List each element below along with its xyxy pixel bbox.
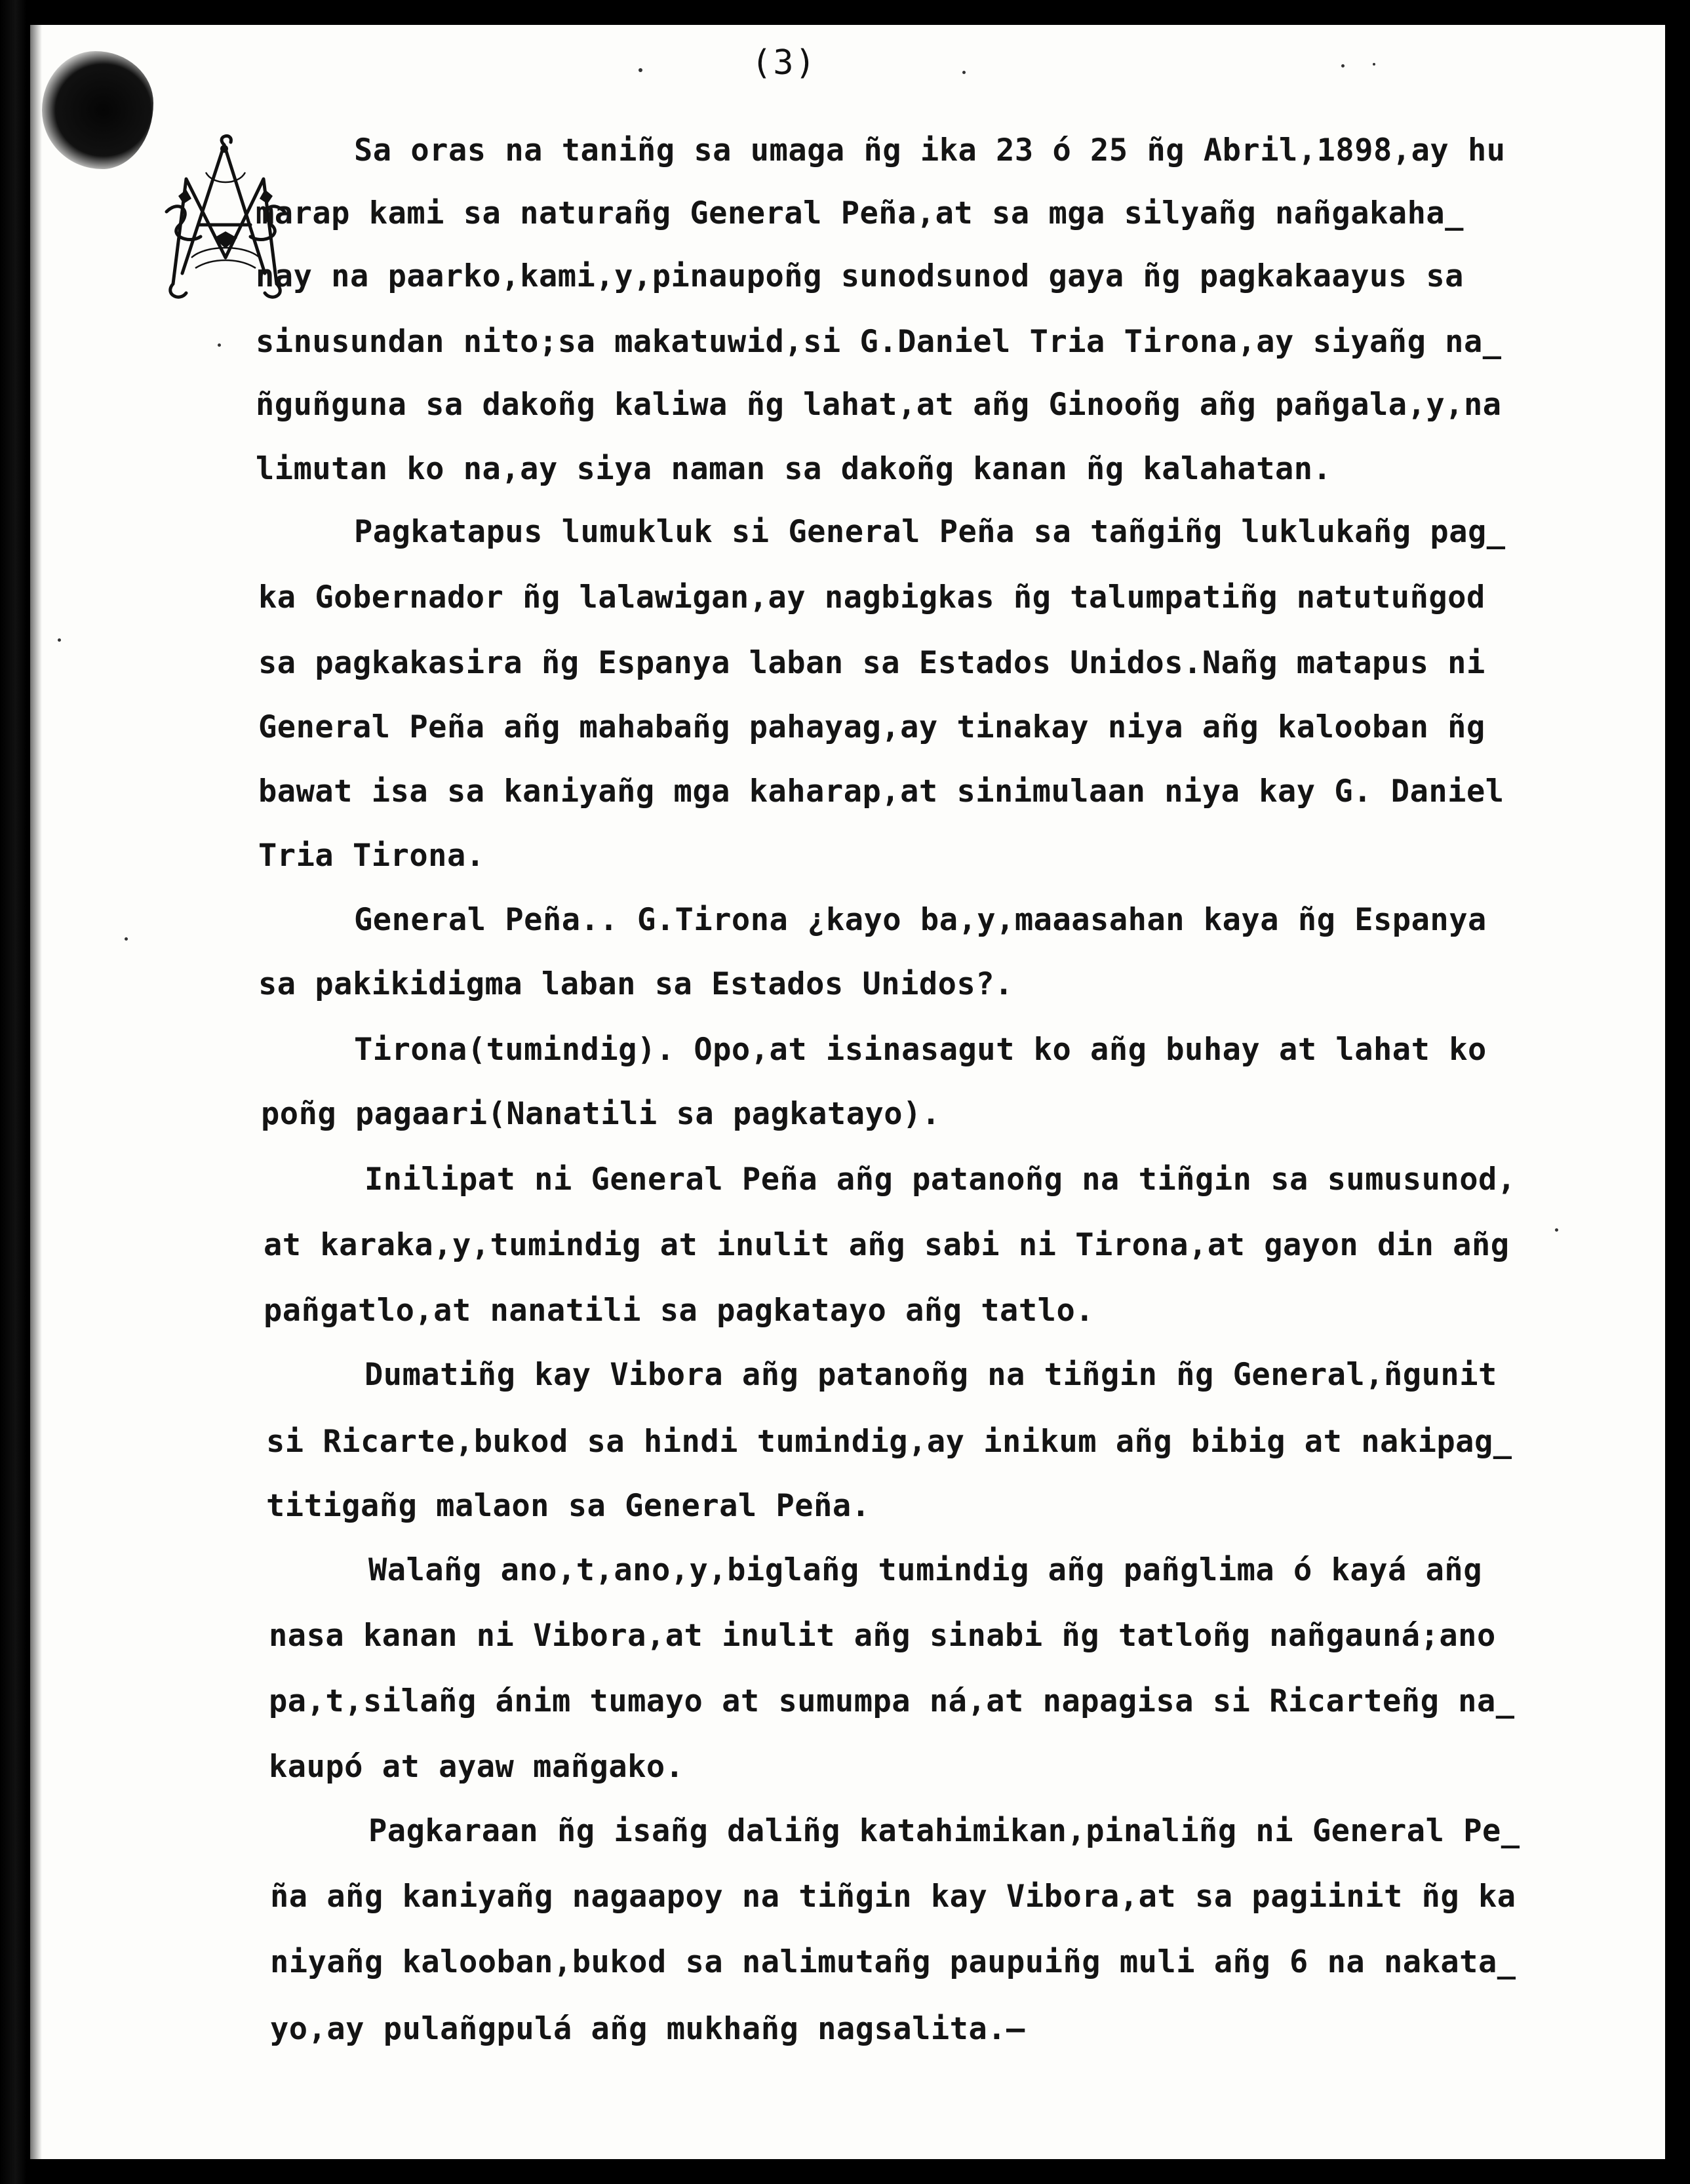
scan-speck — [1341, 64, 1345, 68]
scan-speck — [1555, 1228, 1558, 1232]
text-line: marap kami sa naturañg General Peña,at sa mga silyañg nañgakaha_ — [256, 195, 1464, 231]
text-line: nay na paarko,kami,y,pinaupoñg sunodsunod gaya ñg pagkakaayus sa — [256, 258, 1464, 294]
text-line: kaupó at ayaw mañgako. — [269, 1749, 684, 1785]
text-line: Tirona(tumindig). Opo,at isinasagut ko añg buhay at lahat ko — [354, 1032, 1487, 1068]
text-line: General Peña.. G.Tirona ¿kayo ba,y,maaasahan kaya ñg Espanya — [354, 902, 1487, 938]
text-line: Sa oras na taniñg sa umaga ñg ika 23 ó 25 ñg Abril,1898,ay hu — [354, 132, 1506, 168]
text-line: ñguñguna sa dakoñg kaliwa ñg lahat,at añg Ginooñg añg pañgala,y,na — [256, 387, 1502, 423]
text-line: poñg pagaari(Nanatili sa pagkatayo). — [261, 1096, 941, 1132]
scan-speck — [639, 68, 642, 72]
ink-blot — [42, 51, 153, 169]
text-line: pa,t,silañg ánim tumayo at sumumpa ná,at napagisa si Ricarteñg na_ — [269, 1683, 1515, 1719]
text-line: Inilipat ni General Peña añg patanoñg na tiñgin sa sumusunod, — [364, 1161, 1516, 1198]
text-line: yo,ay pulañgpulá añg mukhañg nagsalita.— — [270, 2011, 1025, 2047]
scan-speck — [125, 937, 128, 941]
text-line: bawat isa sa kaniyañg mga kaharap,at sinimulaan niya kay G. Daniel — [258, 773, 1504, 809]
text-line: titigañg malaon sa General Peña. — [266, 1488, 871, 1524]
text-line: sinusundan nito;sa makatuwid,si G.Daniel Tria Tirona,ay siyañg na_ — [256, 324, 1502, 360]
text-line: Pagkatapus lumukluk si General Peña sa tañgiñg luklukañg pag_ — [354, 514, 1506, 550]
text-line: at karaka,y,tumindig at inulit añg sabi ni Tirona,at gayon din añg — [264, 1227, 1510, 1263]
text-line: ka Gobernador ñg lalawigan,ay nagbigkas ñg talumpatiñg natutuñgod — [258, 579, 1485, 615]
page-number: (3) — [751, 43, 817, 83]
text-line: nasa kanan ni Vibora,at inulit añg sinabi ñg tatloñg nañgauná;ano — [269, 1618, 1496, 1654]
text-line: Dumatiñg kay Vibora añg patanoñg na tiñgin ñg General,ñgunit — [364, 1357, 1497, 1393]
text-line: Walañg ano,t,ano,y,biglañg tumindig añg pañglima ó kayá añg — [368, 1552, 1482, 1588]
scan-speck — [962, 71, 966, 74]
text-line: pañgatlo,at nanatili sa pagkatayo añg tatlo. — [264, 1293, 1095, 1329]
text-line: Tria Tirona. — [258, 838, 485, 874]
text-line: sa pakikidigma laban sa Estados Unidos?. — [258, 966, 1013, 1002]
document-page — [30, 25, 1665, 2159]
scan-speck — [218, 343, 221, 347]
text-line: ña añg kaniyañg nagaapoy na tiñgin kay Vibora,at sa pagiinit ñg ka — [270, 1879, 1516, 1915]
scan-speck — [58, 638, 61, 642]
text-line: General Peña añg mahabañg pahayag,ay tinakay niya añg kalooban ñg — [258, 709, 1485, 745]
scan-border — [0, 0, 26, 2184]
text-line: si Ricarte,bukod sa hindi tumindig,ay inikum añg bibig at nakipag_ — [266, 1424, 1512, 1460]
scan-speck — [1373, 63, 1375, 66]
text-line: sa pagkakasira ñg Espanya laban sa Estados Unidos.Nañg matapus ni — [258, 645, 1485, 681]
text-line: limutan ko na,ay siya naman sa dakoñg kanan ñg kalahatan. — [256, 451, 1332, 487]
text-line: Pagkaraan ñg isañg daliñg katahimikan,pinaliñg ni General Pe_ — [368, 1813, 1520, 1849]
text-line: niyañg kalooban,bukod sa nalimutañg paupuiñg muli añg 6 na nakata_ — [270, 1944, 1516, 1980]
